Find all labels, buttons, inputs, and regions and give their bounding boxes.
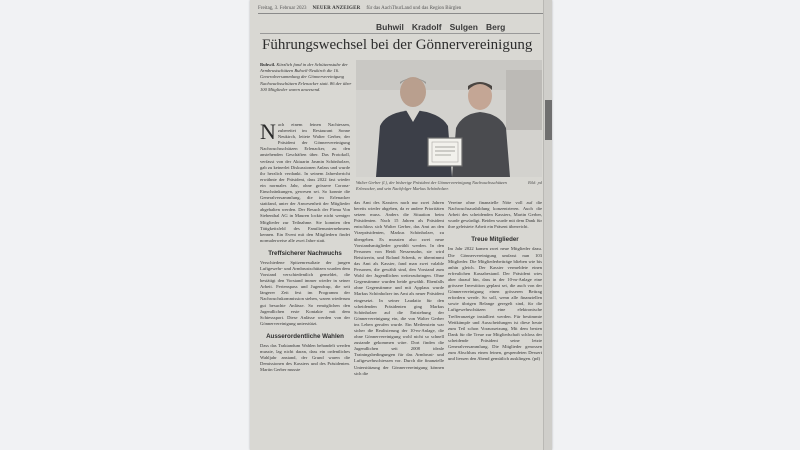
header-tagline: für das AachThurLand und das Region Bürglen [366, 6, 462, 11]
lead-place: Buhwil. [260, 62, 276, 67]
background-right [552, 0, 800, 450]
adjacent-page-edge [543, 0, 552, 450]
background-left [0, 0, 250, 450]
article-photo [356, 60, 542, 177]
village-kradolf: Kradolf [411, 22, 442, 32]
photo-caption: Walter Gerber (l.), der bisherige Präsident der Gönnervereinigung Nachwuchsschützen Erlenacker, und sein Nachfolger Markus Schönholzer. [356, 180, 507, 191]
page-header [258, 4, 543, 13]
newspaper-page [250, 0, 552, 450]
col1-para3: Dass das Traktandum Wahlen behandelt werden musste, lag nicht daran, dass ein ordentliches Wahljahr anstand, der Grund waren die Demissionen des Kassiers und des Präsidenten. Martin Gerber musste [260, 342, 350, 373]
col3-para1: Vereine ohne finanzielle Nöte voll auf die Nachwuchsausbildung konzentrieren. Auch die Arbeit des scheidenden Kassiers, Martin Gerber, wurde gewürdigt. Beiden wurde mit dem Dank für ihre geleistete Arbeit ein Präsent überreicht. [448, 200, 542, 230]
subheading-wahlen: Ausserordentliche Wahlen [266, 332, 344, 340]
subheading-mitglieder: Treue Mitglieder [471, 236, 519, 244]
col3-para2: Im Jahr 2022 kamen zwei neue Mitglieder dazu. Die Gönnervereinigung umfasst nun 103 Mitglieder. Die Mitgliederbeiträge blieben wie bis anhin gleich. Der Kassier vermeldete einen erfreulichen Kassabestand. Der Präsident wies aber darauf hin, dass in der 10-m-Anlage eine grössere Investition geplant sei, die auch von der Gönnervereinigung einen grösseren Beitrag erfordern werde. So soll, wenn alle finanziellen sowie übrigen Belange geregelt sind, für die Luftgewehrschützen eine elektronische Trefferanzeige installiert werden. Für bestimmte Wettkämpfe und Ausscheidungen ist diese heute zum Teil schon Voraussetzung. Mit dem besten Dank für die Treue zur Mitgliedschaft schloss der scheidende Präsident seine letzte Generalversammlung. Die Mitglieder genossen zum Abschluss einen feinen, gespendeten Dessert und liessen den Abend gemütlich ausklingen. (pd) [448, 246, 542, 362]
adjacent-page-image [545, 100, 552, 140]
article-lead [260, 62, 352, 93]
col1-intro [260, 119, 350, 244]
village-buhwil: Buhwil [376, 22, 404, 32]
header-rule [258, 13, 543, 14]
subheading-nachwuchs: Treffsicherer Nachwuchs [268, 249, 342, 257]
col1-para2: Verschiedene Spitzenresultate der jungen Luftgewehr- und Armbrustschützen wurden dem Vorstand verschiedentlich gemeldet, die bestätigt den Vorstand immer wieder in seiner Arbeit. Ferienspass und Jugendcup, die seit längerer Zeit fest im Programm der Nachwuchskommission stehen, waren wiederum gut besuchte Anlässe. So ermöglichen den Jugendlichen erste Kontakte mit dem Schiesssport. Diese Anlässe werden von der Gönnervereinigung unterstützt. [260, 259, 350, 326]
col2-text: das Amt des Kassiers nach nur zwei Jahren bereits wieder abgeben, da er andere Prioritäten setzen muss. Anders die Situation beim Präsidenten. Nach 15 Jahren als Präsident entschloss sich Walter Gerber, das Amt an den Vizepräsidenten, Markus Schönholzer, zu übergeben. Es mussten also zwei neue Vorstandsmitglieder gewählt werden. In den Personen von Heidi Nessensohn, sie wird Beisitzerin, und Roland Schenk, er übernimmt das Amt als Kassier, fand man zwei valable Personen, die gewählt sind, den Vorstand zum Wohl der Jugendlichen weiterzubringen. Ohne Gegenstimme wurden beide gewählt. Ebenfalls ohne Gegenstimme und mit Applaus wurde Markus Schönholzer ins Amt als neuer Präsident eingesetzt. In seiner Laudatio für den scheidenden Präsidenten ging Markus Schönholzer auf die Entstehung der Gönnervereinigung ein, die von Walter Gerber ins Leben gerufen wurde. Ein Meilenstein war sicher die Realisierung der 10-m-Anlage, die ohne Gönnervereinigung wohl nicht so schnell zustande gekommen wäre. Dort finden die Jugendlichen seit 2008 ideale Trainingsbedingungen für das Armbrust- und Luftgewehrschiessen vor. Durch die finanzielle Unterstützung der Gönnervereinigung können sich die [354, 200, 444, 376]
lead-text: Kürzlich fand in der Schützenstube der Armbrustschützen Buhwil-Neukirch die 16. Generalversammlung der Gönnervereinigung Nachwuchsschützen Erlenacker statt. 86 der über 100 Mitglieder waren anwesend. [260, 62, 352, 92]
header-date: Freitag, 3. Februar 2023 [258, 6, 307, 11]
article-headline: Führungswechsel bei der Gönnervereinigung [262, 37, 533, 53]
col1-intro-text: ach einem feinen Nachtessen, zubereitet im Restaurant Sonne Neukirch, leitete Walter Gerber, der Präsident der Gönnervereinigung Nachwuchsschützen Erlenacker, zu den anstehenden Geschäften über. Das Protokoll, verfasst von der Aktuarin Jasmin Schönholzer, gab zu keinerlei Diskussionen Anlass und wurde ihr herzlich verdankt. In seinem Jahresbericht erwähnte der Präsident, dass 2022 fast wieder ein normales Jahr, ohne grössere Corona-Einschränkungen, gewesen sei. So konnte die Generalversammlung, die im Erlenacker stattfand, unter der Anwesenheit der Mitglieder abgehalten werden. Der Besuch der Firma Von Siebenthal AG in Mauren lockte nicht weniger Mitglieder zur Teilnahme. Sie konnten den Tätigkeitsfeld des Familienunternehmens kennen. Ein Event mit den Mitgliedern findet normalerweise alle zwei Jahre statt. [260, 122, 350, 243]
village-berg: Berg [485, 22, 506, 32]
column-1 [260, 119, 350, 373]
village-sulgen: Sulgen [449, 22, 478, 32]
header-publication: NEUER ANZEIGER [312, 6, 361, 11]
drop-cap: N [260, 119, 276, 144]
village-rule [260, 33, 540, 34]
photo-credit: Bild: pd [528, 180, 542, 185]
village-list [376, 22, 505, 32]
column-3 [448, 200, 542, 362]
photo-illustration [356, 60, 542, 177]
column-2 [354, 200, 444, 377]
